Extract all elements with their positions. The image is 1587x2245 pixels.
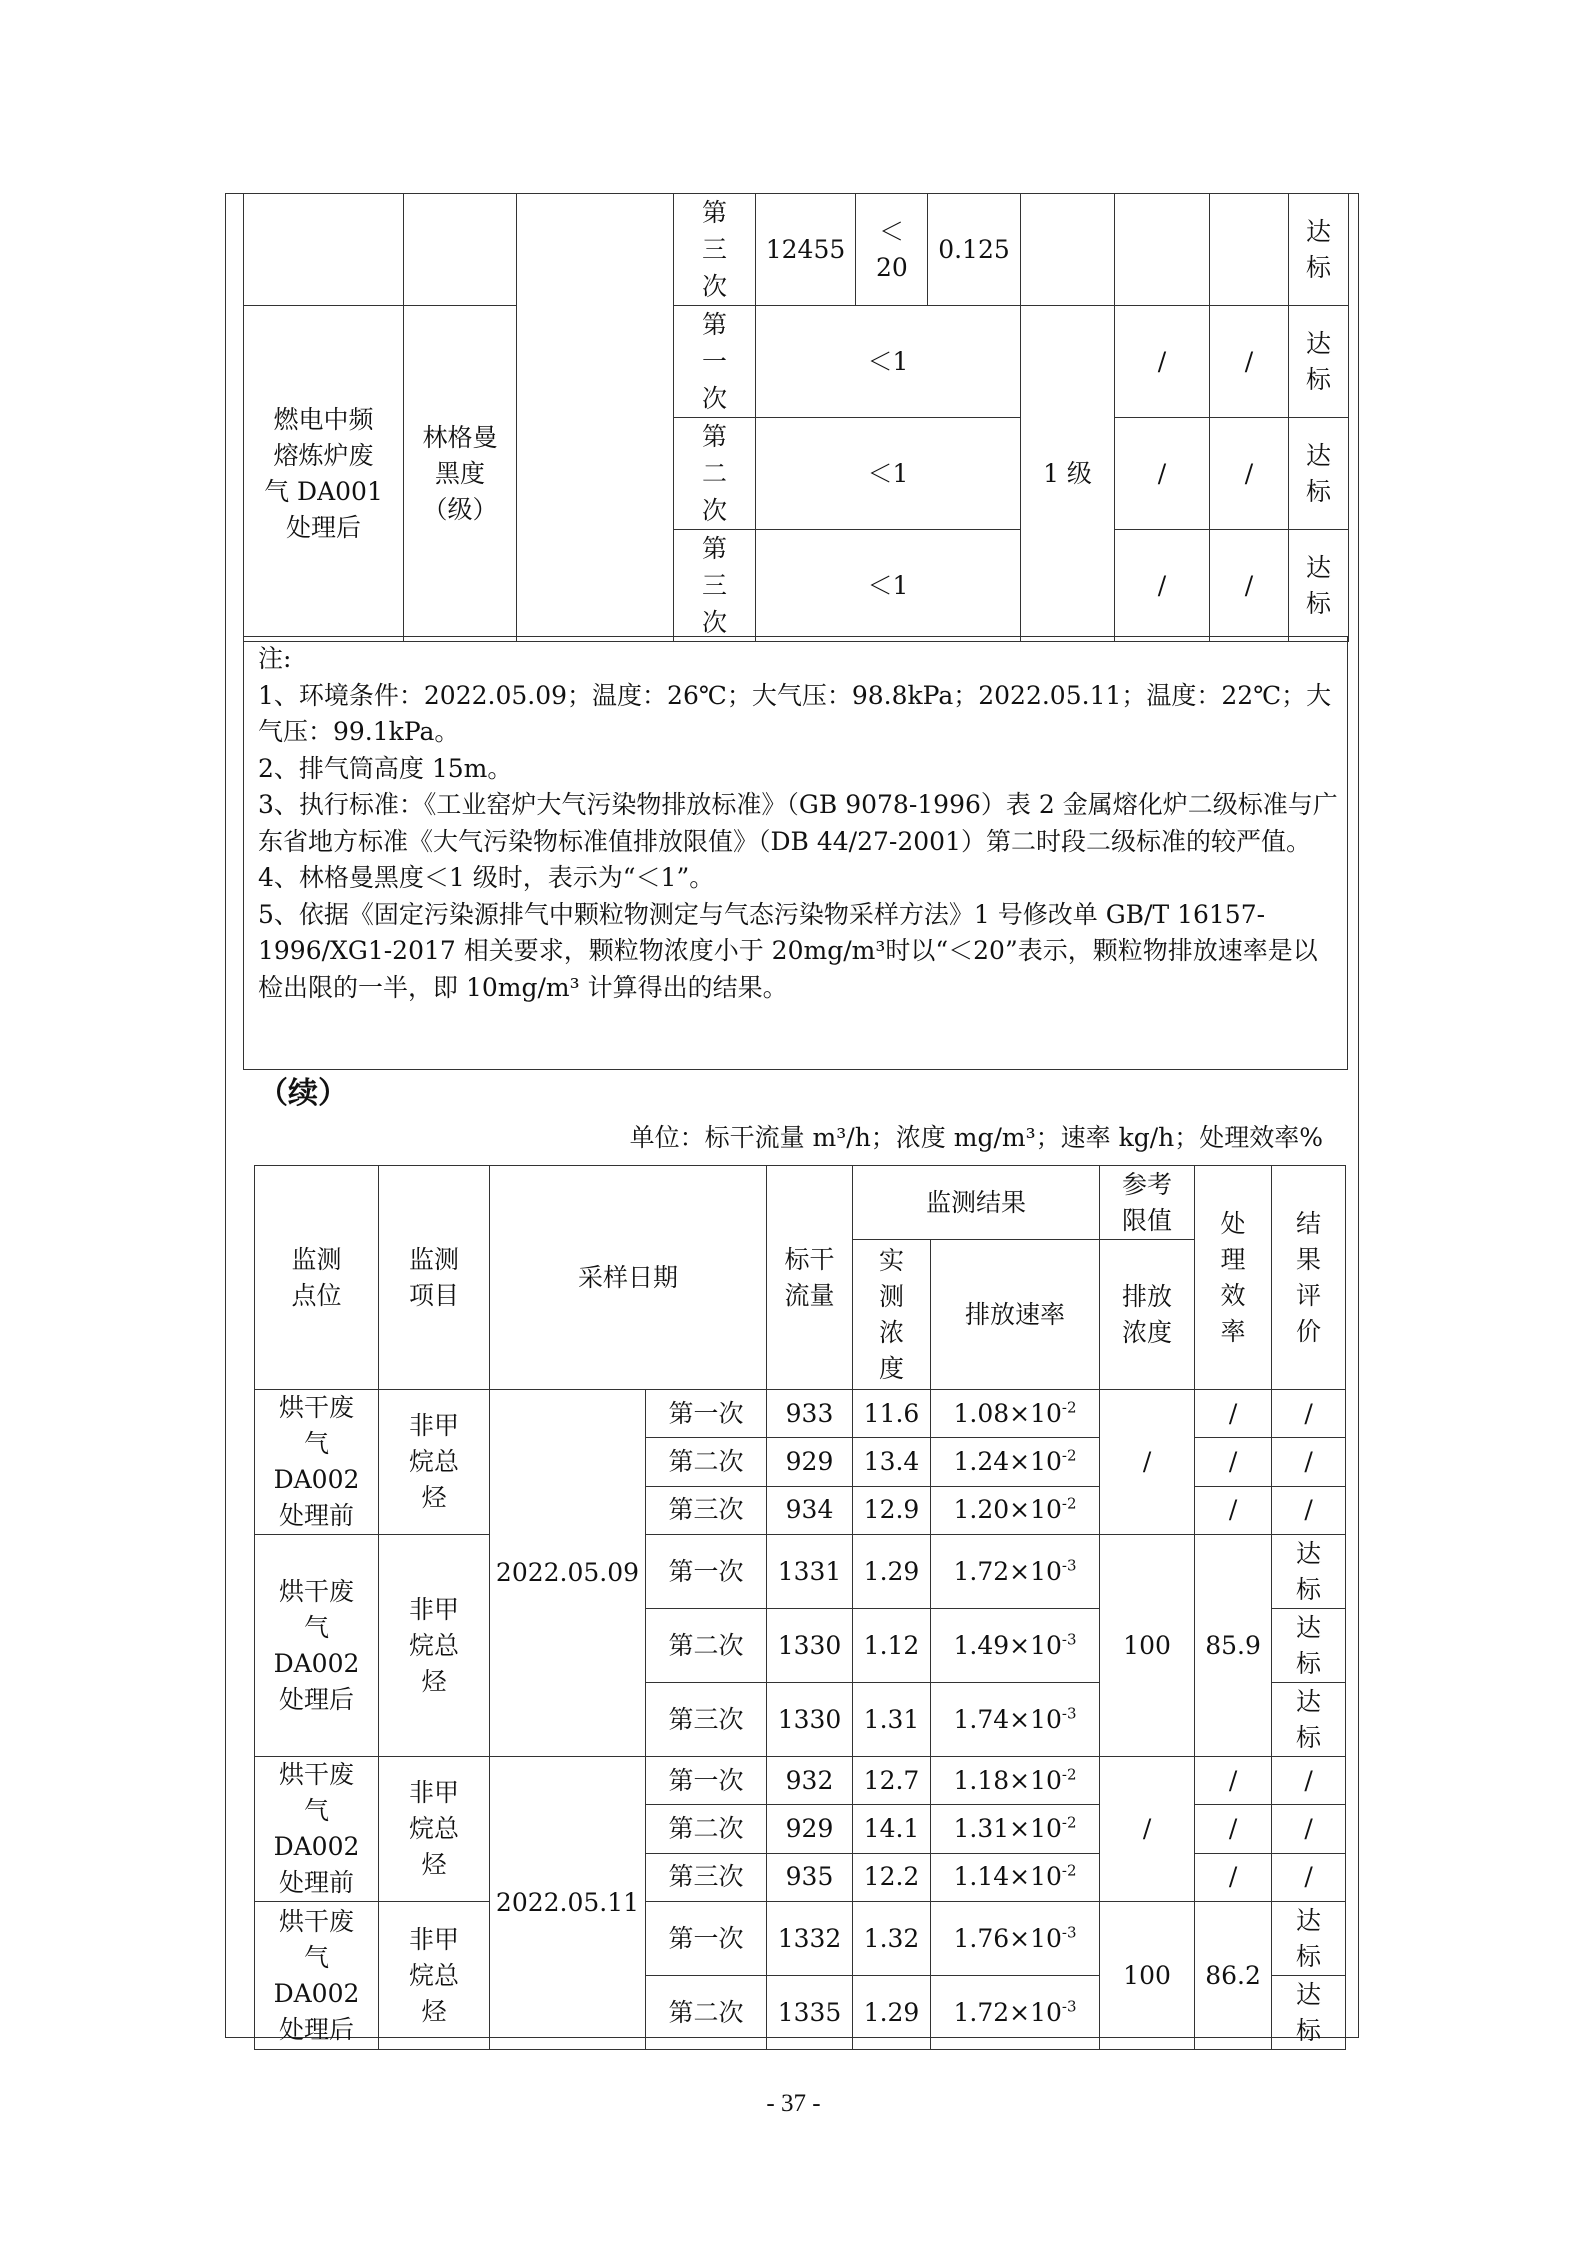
unit-line: 单位：标干流量 m³/h；浓度 mg/m³；速率 kg/h；处理效率% (629, 1123, 1323, 1152)
point-cell: 燃电中频熔炼炉废气 DA001 处理后 (244, 306, 404, 642)
eval-cell: / (1272, 1390, 1346, 1438)
eval-cell: 达标 (1272, 1976, 1346, 2050)
blank-cell (1115, 194, 1210, 306)
point-cell: 烘干废气 DA002 处理前 (255, 1757, 379, 1902)
result-cell: 达标 (1289, 306, 1349, 418)
header-results: 监测结果 (853, 1166, 1100, 1240)
seq-cell: 第三次 (674, 530, 756, 642)
table-row (255, 1390, 1346, 1438)
slash-cell: / (1210, 418, 1289, 530)
limit-cell: / (1100, 1390, 1195, 1535)
flow-cell: 929 (767, 1438, 853, 1486)
continued-label: （续） (258, 1076, 348, 1111)
blank-cell (244, 194, 404, 306)
blank-cell (1021, 194, 1115, 306)
slash-cell: / (1210, 306, 1289, 418)
table-row (255, 1757, 1346, 1805)
flow-cell: 1335 (767, 1976, 853, 2050)
flow-cell: 1332 (767, 1902, 853, 1976)
blank-cell (517, 194, 674, 642)
header-emission-conc: 排放浓度 (1100, 1240, 1195, 1390)
seq-cell: 第三次 (646, 1853, 767, 1901)
table-row (255, 1535, 1346, 1609)
limit-cell: 100 (1100, 1535, 1195, 1757)
flow-cell: 934 (767, 1486, 853, 1534)
flow-cell: 1330 (767, 1683, 853, 1757)
eval-cell: / (1272, 1486, 1346, 1534)
seq-cell: 第二次 (646, 1438, 767, 1486)
header-item: 监测项目 (379, 1166, 490, 1390)
header-row (255, 1166, 1346, 1240)
note-item: 3、执行标准：《工业窑炉大气污染物排放标准》（GB 9078-1996）表 2 金属熔化炉二级标准与广东省地方标准《大气污染物标准值排放限值》（DB 44/27-2001）第二时段二级标准的较严值。 (258, 790, 1338, 856)
eff-cell: / (1195, 1390, 1272, 1438)
conc-cell: 12.7 (853, 1757, 931, 1805)
seq-cell: 第一次 (646, 1902, 767, 1976)
flow-cell: 933 (767, 1390, 853, 1438)
seq-cell: 第二次 (674, 418, 756, 530)
conc-cell: 1.31 (853, 1683, 931, 1757)
rate-cell: $1.74\times 10^{-3}$ (931, 1683, 1100, 1757)
result-cell: 达标 (1289, 530, 1349, 642)
flow-cell: 932 (767, 1757, 853, 1805)
date-cell: 2022.05.11 (490, 1757, 646, 2050)
header-point: 监测点位 (255, 1166, 379, 1390)
slash-cell: / (1115, 418, 1210, 530)
limit-cell: 1 级 (1021, 306, 1115, 642)
point-cell: 烘干废气 DA002 处理前 (255, 1390, 379, 1535)
date-cell: 2022.05.09 (490, 1390, 646, 1757)
limit-cell: / (1100, 1757, 1195, 1902)
result-cell: 达标 (1289, 194, 1349, 306)
conc-cell: 12.9 (853, 1486, 931, 1534)
conc-cell: 14.1 (853, 1805, 931, 1853)
note-item: 5、依据《固定污染源排气中颗粒物测定与气态污染物采样方法》1 号修改单 GB/T 16157-1996/XG1-2017 相关要求，颗粒物浓度小于 20mg/m³时以“＜20”表示，颗粒物排放速率是以检出限的一半，即 10mg/m³ 计算得出的结果。 (258, 899, 1318, 1002)
eff-cell: / (1195, 1853, 1272, 1901)
seq-cell: 第一次 (646, 1390, 767, 1438)
rate-cell: $1.49\times 10^{-3}$ (931, 1609, 1100, 1683)
header-efficiency: 处理效率 (1195, 1166, 1272, 1390)
eval-cell: 达标 (1272, 1609, 1346, 1683)
rate-cell: $1.18\times 10^{-2}$ (931, 1757, 1100, 1805)
header-limit: 参考限值 (1100, 1166, 1195, 1240)
slash-cell: / (1115, 306, 1210, 418)
flow-cell: 1331 (767, 1535, 853, 1609)
seq-cell: 第一次 (646, 1757, 767, 1805)
header-evaluation: 结果评价 (1272, 1166, 1346, 1390)
notes-box (243, 636, 1348, 1070)
slash-cell: / (1210, 530, 1289, 642)
conc-cell: ＜20 (856, 194, 928, 306)
table-row (244, 306, 1349, 418)
note-item: 4、林格曼黑度＜1 级时，表示为“＜1”。 (258, 863, 715, 892)
seq-cell: 第一次 (646, 1535, 767, 1609)
seq-cell: 第二次 (646, 1609, 767, 1683)
value-cell: ＜1 (756, 530, 1021, 642)
eval-cell: 达标 (1272, 1535, 1346, 1609)
rate-cell: $1.31\times 10^{-2}$ (931, 1805, 1100, 1853)
conc-cell: 1.12 (853, 1609, 931, 1683)
rate-cell: $1.72\times 10^{-3}$ (931, 1535, 1100, 1609)
efficiency-cell: 86.2 (1195, 1902, 1272, 2050)
conc-cell: 13.4 (853, 1438, 931, 1486)
header-measured: 实测浓度 (853, 1240, 931, 1390)
rate-cell: $1.76\times 10^{-3}$ (931, 1902, 1100, 1976)
seq-cell: 第三次 (646, 1486, 767, 1534)
eval-cell: 达标 (1272, 1902, 1346, 1976)
eval-cell: / (1272, 1757, 1346, 1805)
item-cell: 非甲烷总烃 (379, 1757, 490, 1902)
limit-cell: 100 (1100, 1902, 1195, 2050)
flow-cell: 12455 (756, 194, 856, 306)
header-date: 采样日期 (490, 1166, 767, 1390)
rate-cell: $1.72\times 10^{-3}$ (931, 1976, 1100, 2050)
table-row (244, 194, 1349, 306)
seq-cell: 第一次 (674, 306, 756, 418)
header-rate: 排放速率 (931, 1240, 1100, 1390)
table-nmhc (254, 1165, 1346, 2050)
seq-cell: 第三次 (646, 1683, 767, 1757)
item-cell: 林格曼黑度（级） (404, 306, 517, 642)
eval-cell: / (1272, 1805, 1346, 1853)
rate-cell: $1.20\times 10^{-2}$ (931, 1486, 1100, 1534)
conc-cell: 1.32 (853, 1902, 931, 1976)
table-row (255, 1902, 1346, 1976)
flow-cell: 935 (767, 1853, 853, 1901)
eff-cell: / (1195, 1805, 1272, 1853)
eff-cell: / (1195, 1486, 1272, 1534)
blank-cell (1210, 194, 1289, 306)
slash-cell: / (1115, 530, 1210, 642)
page-number: - 37 - (766, 2090, 821, 2117)
conc-cell: 1.29 (853, 1976, 931, 2050)
value-cell: ＜1 (756, 418, 1021, 530)
item-cell: 非甲烷总烃 (379, 1390, 490, 1535)
table-lingemann (243, 193, 1349, 642)
conc-cell: 12.2 (853, 1853, 931, 1901)
rate-cell: $1.08\times 10^{-2}$ (931, 1390, 1100, 1438)
point-cell: 烘干废气 DA002 处理后 (255, 1535, 379, 1757)
seq-cell: 第二次 (646, 1805, 767, 1853)
result-cell: 达标 (1289, 418, 1349, 530)
conc-cell: 11.6 (853, 1390, 931, 1438)
rate-cell: 0.125 (928, 194, 1021, 306)
note-item: 1、环境条件：2022.05.09；温度：26℃；大气压：98.8kPa；2022.05.11；温度：22℃；大气压：99.1kPa。 (258, 680, 1332, 746)
item-cell: 非甲烷总烃 (379, 1535, 490, 1757)
note-item: 2、排气筒高度 15m。 (258, 753, 513, 783)
eval-cell: 达标 (1272, 1683, 1346, 1757)
rate-cell: $1.24\times 10^{-2}$ (931, 1438, 1100, 1486)
eval-cell: / (1272, 1438, 1346, 1486)
item-cell: 非甲烷总烃 (379, 1902, 490, 2050)
seq-cell: 第三次 (674, 194, 756, 306)
notes-title: 注: (258, 644, 292, 673)
eff-cell: / (1195, 1438, 1272, 1486)
eff-cell: / (1195, 1757, 1272, 1805)
rate-cell: $1.14\times 10^{-2}$ (931, 1853, 1100, 1901)
efficiency-cell: 85.9 (1195, 1535, 1272, 1757)
value-cell: ＜1 (756, 306, 1021, 418)
eval-cell: / (1272, 1853, 1346, 1901)
seq-cell: 第二次 (646, 1976, 767, 2050)
flow-cell: 1330 (767, 1609, 853, 1683)
flow-cell: 929 (767, 1805, 853, 1853)
blank-cell (404, 194, 517, 306)
point-cell: 烘干废气 DA002 处理后 (255, 1902, 379, 2050)
conc-cell: 1.29 (853, 1535, 931, 1609)
header-flow: 标干流量 (767, 1166, 853, 1390)
